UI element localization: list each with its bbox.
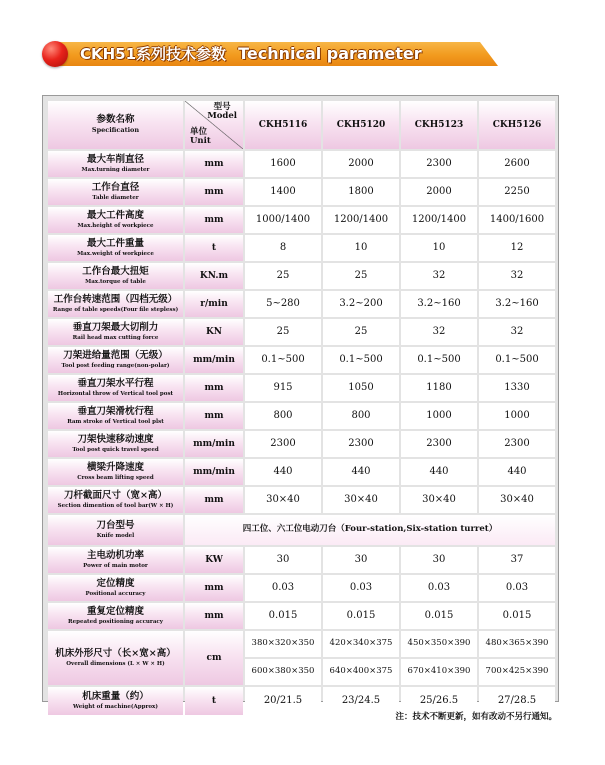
header-spec-en: Specification — [91, 126, 140, 135]
footnote: 注：技术不断更新，如有改动不另行通知。 — [395, 712, 557, 722]
table-row — [48, 291, 555, 317]
value-cell: 480×365×390 — [479, 631, 555, 657]
value-cell: 1800 — [323, 179, 399, 205]
spec-name-en: Power of main motor — [83, 562, 148, 569]
value-cell: 380×320×350 — [245, 631, 321, 657]
spec-name-cn: 工作台直径 — [91, 181, 140, 193]
value-cell: 1050 — [323, 375, 399, 401]
unit-cell: cm — [185, 631, 243, 685]
value-cell: 0.1~500 — [401, 347, 477, 373]
spec-name-cell — [48, 515, 183, 545]
table-row — [48, 547, 555, 573]
header-unit-en: Unit — [190, 136, 211, 147]
unit-cell: mm — [185, 151, 243, 177]
unit-cell: r/min — [185, 291, 243, 317]
value-cell: 0.015 — [479, 603, 555, 629]
value-cell: 32 — [479, 263, 555, 289]
table-row — [48, 431, 555, 457]
value-cell: 23/24.5 — [323, 687, 399, 715]
spec-name-en: Max.weight of workpiece — [77, 250, 154, 257]
diagonal-header — [185, 101, 243, 149]
spec-name-en: Overall dimensions (L × W × H) — [66, 660, 165, 667]
value-cell: 30×40 — [245, 487, 321, 513]
value-cell: 0.1~500 — [245, 347, 321, 373]
value-cell: 1200/1400 — [401, 207, 477, 233]
header-model-cn: 型号 — [213, 102, 231, 112]
unit-cell: mm/min — [185, 459, 243, 485]
value-cell: 10 — [323, 235, 399, 261]
header-row — [48, 101, 555, 149]
spec-name-cn: 重复定位精度 — [86, 605, 144, 617]
spec-name-en: Table diameter — [92, 194, 139, 201]
value-cell: 8 — [245, 235, 321, 261]
value-cell: 1330 — [479, 375, 555, 401]
spec-name-cell — [48, 487, 183, 513]
spec-name-cell — [48, 431, 183, 457]
value-cell: 2300 — [401, 431, 477, 457]
table-row — [48, 603, 555, 629]
unit-cell: mm — [185, 179, 243, 205]
spec-name-en: Max.torque of table — [85, 278, 146, 285]
unit-cell: mm — [185, 403, 243, 429]
spec-name-cell — [48, 575, 183, 601]
unit-cell: KW — [185, 547, 243, 573]
value-cell: 1000/1400 — [245, 207, 321, 233]
value-cell: 800 — [323, 403, 399, 429]
spec-name-cn: 刀架进给量范围（无级） — [63, 349, 168, 361]
table-row — [48, 631, 555, 657]
value-cell: 1400/1600 — [479, 207, 555, 233]
spec-name-cn: 刀台型号 — [96, 519, 135, 531]
value-cell: 3.2~160 — [479, 291, 555, 317]
value-cell: 0.015 — [245, 603, 321, 629]
unit-cell: KN.m — [185, 263, 243, 289]
value-cell: 25 — [323, 319, 399, 345]
spec-name-cn: 工作台转速范围（四档无级） — [53, 293, 178, 305]
value-cell: 0.1~500 — [323, 347, 399, 373]
value-cell: 2000 — [323, 151, 399, 177]
spec-name-cell — [48, 687, 183, 715]
value-cell: 2300 — [479, 431, 555, 457]
unit-cell: t — [185, 687, 243, 715]
table-row — [48, 487, 555, 513]
value-cell: 700×425×390 — [479, 659, 555, 685]
spec-name-cn: 垂直刀架滑枕行程 — [77, 405, 154, 417]
header-unit-label — [190, 128, 211, 146]
spec-name-en: Ram stroke of Vertical tool plst — [67, 418, 164, 425]
value-cell: 30×40 — [401, 487, 477, 513]
red-ball-icon — [42, 41, 68, 67]
value-cell: 30×40 — [323, 487, 399, 513]
spec-name-cn: 刀架快速移动速度 — [77, 433, 154, 445]
value-cell: 25 — [323, 263, 399, 289]
value-cell: 1000 — [479, 403, 555, 429]
value-cell: 2250 — [479, 179, 555, 205]
spec-name-cn: 最大工件高度 — [86, 209, 144, 221]
value-cell: 0.03 — [323, 575, 399, 601]
value-cell: 32 — [479, 319, 555, 345]
spec-name-cell — [48, 375, 183, 401]
unit-cell: KN — [185, 319, 243, 345]
value-cell: 2300 — [323, 431, 399, 457]
spec-name-en: Section dimention of tool bar(W × H) — [57, 502, 174, 509]
spec-name-en: Knife model — [96, 532, 135, 539]
value-cell: 25 — [245, 319, 321, 345]
value-cell: 27/28.5 — [479, 687, 555, 715]
header-model-3: CKH5123 — [401, 101, 477, 149]
spec-name-cell — [48, 319, 183, 345]
spec-name-cell — [48, 631, 183, 685]
value-cell: 915 — [245, 375, 321, 401]
spec-name-cn: 机床重量（约） — [82, 690, 149, 702]
value-cell: 1600 — [245, 151, 321, 177]
table-row — [48, 459, 555, 485]
banner-title-cn: CKH51系列技术参数 — [80, 45, 227, 63]
spec-name-cn: 机床外形尺寸（长×宽×高） — [55, 647, 176, 659]
value-cell: 37 — [479, 547, 555, 573]
spec-name-en: Horizontal throw of Vertical tool post — [57, 390, 174, 397]
value-cell: 670×410×390 — [401, 659, 477, 685]
value-cell: 20/21.5 — [245, 687, 321, 715]
value-cell: 0.03 — [479, 575, 555, 601]
spec-name-en: Max.turning diameter — [81, 166, 150, 173]
value-cell: 0.03 — [245, 575, 321, 601]
spec-table — [46, 99, 557, 717]
spec-name-en: Tool post feeding range(non-polar) — [61, 362, 170, 369]
spec-name-en: Max.height of workpiece — [77, 222, 154, 229]
unit-cell: mm — [185, 603, 243, 629]
spec-name-en: Rail head max cutting force — [72, 334, 159, 341]
spec-name-cell — [48, 151, 183, 177]
header-model-4: CKH5126 — [479, 101, 555, 149]
table-row — [48, 319, 555, 345]
unit-cell: mm/min — [185, 347, 243, 373]
header-model-2: CKH5120 — [323, 101, 399, 149]
section-banner — [36, 38, 498, 68]
spec-name-cn: 工作台最大扭矩 — [82, 265, 149, 277]
unit-cell: mm — [185, 207, 243, 233]
value-cell: 25/26.5 — [401, 687, 477, 715]
value-cell: 440 — [245, 459, 321, 485]
table-row — [48, 207, 555, 233]
spec-name-cn: 垂直刀架水平行程 — [77, 377, 154, 389]
value-cell: 30 — [401, 547, 477, 573]
table-row — [48, 179, 555, 205]
value-cell: 0.015 — [401, 603, 477, 629]
value-cell: 0.1~500 — [479, 347, 555, 373]
spec-name-cell — [48, 207, 183, 233]
spec-name-cell — [48, 291, 183, 317]
value-cell: 800 — [245, 403, 321, 429]
value-cell: 25 — [245, 263, 321, 289]
spec-name-cn: 横梁升降速度 — [86, 461, 144, 473]
value-cell: 10 — [401, 235, 477, 261]
table-row — [48, 403, 555, 429]
spec-name-en: Weight of machine(Approx) — [73, 703, 158, 710]
spec-name-cell — [48, 547, 183, 573]
table-row — [48, 235, 555, 261]
table-row — [48, 263, 555, 289]
unit-cell: mm — [185, 375, 243, 401]
value-cell: 32 — [401, 319, 477, 345]
spec-name-cn: 最大工件重量 — [86, 237, 144, 249]
value-cell: 3.2~200 — [323, 291, 399, 317]
value-cell: 2600 — [479, 151, 555, 177]
spec-name-cell — [48, 403, 183, 429]
spec-name-cn: 垂直刀架最大切削力 — [72, 321, 159, 333]
value-cell: 5~280 — [245, 291, 321, 317]
spec-name-cn: 定位精度 — [96, 577, 135, 589]
unit-cell: mm — [185, 487, 243, 513]
value-cell: 440 — [401, 459, 477, 485]
value-cell: 1180 — [401, 375, 477, 401]
value-cell: 32 — [401, 263, 477, 289]
table-row — [48, 575, 555, 601]
value-cell: 30 — [323, 547, 399, 573]
spec-name-cn: 刀杆截面尺寸（宽×高） — [64, 489, 167, 501]
table-row — [48, 347, 555, 373]
value-cell: 2300 — [401, 151, 477, 177]
table-row — [48, 375, 555, 401]
value-cell: 0.015 — [323, 603, 399, 629]
header-model-unit-cell — [185, 101, 243, 149]
turret-value-cell: 四工位、六工位电动刀台（Four-station,Six-station turret） — [185, 515, 555, 545]
header-model-label — [207, 103, 237, 121]
header-spec-cn: 参数名称 — [96, 114, 135, 126]
spec-name-cell — [48, 603, 183, 629]
spec-name-en: Positional accuracy — [85, 590, 146, 597]
header-spec-cell — [48, 101, 183, 149]
spec-name-cn: 最大车削直径 — [86, 153, 144, 165]
unit-cell: t — [185, 235, 243, 261]
spec-name-cell — [48, 459, 183, 485]
header-unit-cn: 单位 — [190, 127, 208, 138]
spec-name-cell — [48, 263, 183, 289]
spec-name-cn: 主电动机功率 — [86, 549, 144, 561]
value-cell: 440 — [479, 459, 555, 485]
value-cell: 3.2~160 — [401, 291, 477, 317]
value-cell: 420×340×375 — [323, 631, 399, 657]
value-cell: 2300 — [245, 431, 321, 457]
banner-title-en: Technical parameter — [238, 44, 422, 63]
value-cell: 12 — [479, 235, 555, 261]
value-cell: 2000 — [401, 179, 477, 205]
unit-cell: mm/min — [185, 431, 243, 457]
header-model-1: CKH5116 — [245, 101, 321, 149]
table-row — [48, 515, 555, 545]
banner-title — [80, 42, 422, 66]
spec-name-en: Tool post quick travel speed — [72, 446, 159, 453]
value-cell: 0.03 — [401, 575, 477, 601]
value-cell: 640×400×375 — [323, 659, 399, 685]
spec-name-cell — [48, 235, 183, 261]
header-model-en: Model — [207, 110, 237, 121]
unit-cell: mm — [185, 575, 243, 601]
table-row — [48, 151, 555, 177]
value-cell: 30×40 — [479, 487, 555, 513]
spec-name-cell — [48, 179, 183, 205]
value-cell: 1400 — [245, 179, 321, 205]
value-cell: 30 — [245, 547, 321, 573]
spec-name-en: Repeated positioning accuracy — [68, 618, 163, 625]
spec-name-en: Range of table speeds(Four file stepless) — [52, 306, 179, 313]
value-cell: 1000 — [401, 403, 477, 429]
spec-name-cell — [48, 347, 183, 373]
value-cell: 600×380×350 — [245, 659, 321, 685]
value-cell: 450×350×390 — [401, 631, 477, 657]
value-cell: 440 — [323, 459, 399, 485]
spec-name-en: Cross beam lifting speed — [77, 474, 154, 481]
value-cell: 1200/1400 — [323, 207, 399, 233]
